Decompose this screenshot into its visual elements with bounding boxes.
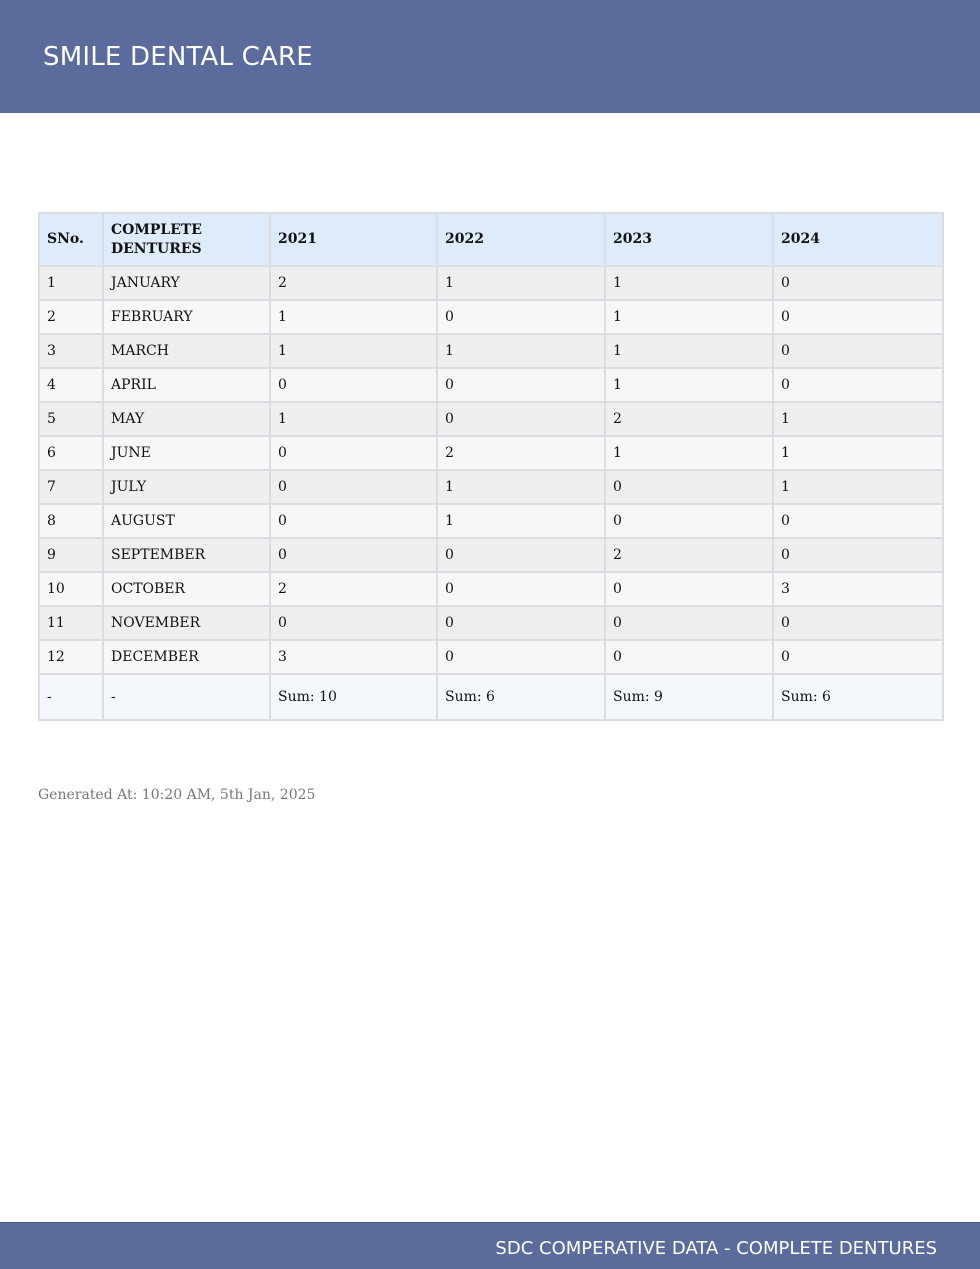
table-cell: 0 (437, 606, 605, 640)
column-header-2022: 2022 (437, 213, 605, 266)
table-cell: 1 (605, 300, 773, 334)
table-cell: 0 (270, 436, 437, 470)
table-cell: 4 (39, 368, 103, 402)
table-cell: 1 (773, 470, 943, 504)
table-row (39, 266, 943, 300)
table-cell: JULY (103, 470, 270, 504)
table-cell: 0 (270, 606, 437, 640)
table-cell: 0 (773, 266, 943, 300)
table-cell: 2 (39, 300, 103, 334)
table-cell: 1 (773, 402, 943, 436)
table-cell: 0 (605, 606, 773, 640)
report-title: SDC COMPERATIVE DATA - COMPLETE DENTURES (495, 1238, 937, 1259)
table-cell: FEBRUARY (103, 300, 270, 334)
table-cell: 1 (773, 436, 943, 470)
table-cell: 10 (39, 572, 103, 606)
table-cell: 0 (270, 504, 437, 538)
table-cell: 0 (270, 368, 437, 402)
table-cell: 0 (773, 640, 943, 674)
table-cell: SEPTEMBER (103, 538, 270, 572)
table-cell: 3 (773, 572, 943, 606)
table-cell: 5 (39, 402, 103, 436)
table-row (39, 300, 943, 334)
table-cell: 1 (437, 504, 605, 538)
table-totals-row (39, 674, 943, 720)
table-header-row (39, 213, 943, 266)
totals-cell: Sum: 6 (437, 674, 605, 720)
clinic-title: SMILE DENTAL CARE (43, 42, 313, 72)
table-cell: 7 (39, 470, 103, 504)
table-row (39, 368, 943, 402)
table-row (39, 606, 943, 640)
generated-at-text: Generated At: 10:20 AM, 5th Jan, 2025 (38, 787, 316, 803)
column-header-2021: 2021 (270, 213, 437, 266)
table-cell: 1 (270, 300, 437, 334)
dentures-data-table (38, 212, 944, 721)
table-cell: 2 (605, 402, 773, 436)
table-cell: 0 (437, 368, 605, 402)
table-cell: 6 (39, 436, 103, 470)
table-cell: DECEMBER (103, 640, 270, 674)
table-cell: 1 (437, 334, 605, 368)
table-cell: 1 (437, 470, 605, 504)
table-cell: 9 (39, 538, 103, 572)
table-row (39, 402, 943, 436)
table-cell: NOVEMBER (103, 606, 270, 640)
table-cell: AUGUST (103, 504, 270, 538)
totals-cell: - (39, 674, 103, 720)
table-cell: MARCH (103, 334, 270, 368)
table-cell: 12 (39, 640, 103, 674)
table-cell: MAY (103, 402, 270, 436)
table-cell: 1 (605, 368, 773, 402)
table-cell: 0 (605, 504, 773, 538)
table-cell: 0 (605, 572, 773, 606)
table-cell: APRIL (103, 368, 270, 402)
table-cell: 0 (773, 334, 943, 368)
column-header-category: COMPLETE DENTURES (103, 213, 270, 266)
table-cell: 0 (773, 538, 943, 572)
table-cell: 0 (605, 640, 773, 674)
table-cell: 0 (437, 538, 605, 572)
column-header-sno: SNo. (39, 213, 103, 266)
table-row (39, 572, 943, 606)
table-cell: 0 (773, 606, 943, 640)
table-cell: 1 (605, 334, 773, 368)
table-cell: 0 (437, 402, 605, 436)
table-row (39, 504, 943, 538)
table-cell: 0 (270, 538, 437, 572)
table-row (39, 436, 943, 470)
totals-cell: Sum: 10 (270, 674, 437, 720)
table-row (39, 470, 943, 504)
table-row (39, 640, 943, 674)
table-cell: 0 (773, 504, 943, 538)
table-row (39, 334, 943, 368)
table-cell: 1 (270, 402, 437, 436)
table-cell: 1 (270, 334, 437, 368)
table-cell: 0 (270, 470, 437, 504)
table-cell: 2 (437, 436, 605, 470)
table-cell: 0 (437, 640, 605, 674)
table-cell: JUNE (103, 436, 270, 470)
table-cell: 1 (605, 436, 773, 470)
table-cell: 3 (39, 334, 103, 368)
table-cell: OCTOBER (103, 572, 270, 606)
table-cell: 0 (437, 300, 605, 334)
table-cell: 0 (605, 470, 773, 504)
table-cell: 2 (605, 538, 773, 572)
page-header (0, 0, 980, 113)
table-cell: 1 (39, 266, 103, 300)
table-row (39, 538, 943, 572)
column-header-2024: 2024 (773, 213, 943, 266)
totals-cell: Sum: 9 (605, 674, 773, 720)
table-cell: 0 (773, 300, 943, 334)
table-cell: 2 (270, 572, 437, 606)
page-footer (0, 1222, 980, 1269)
table-cell: 3 (270, 640, 437, 674)
table-cell: 8 (39, 504, 103, 538)
table-cell: 2 (270, 266, 437, 300)
table-cell: 11 (39, 606, 103, 640)
totals-cell: Sum: 6 (773, 674, 943, 720)
table-cell: 0 (773, 368, 943, 402)
table-cell: 0 (437, 572, 605, 606)
table-cell: 1 (437, 266, 605, 300)
table-cell: 1 (605, 266, 773, 300)
table-cell: JANUARY (103, 266, 270, 300)
totals-cell: - (103, 674, 270, 720)
column-header-2023: 2023 (605, 213, 773, 266)
